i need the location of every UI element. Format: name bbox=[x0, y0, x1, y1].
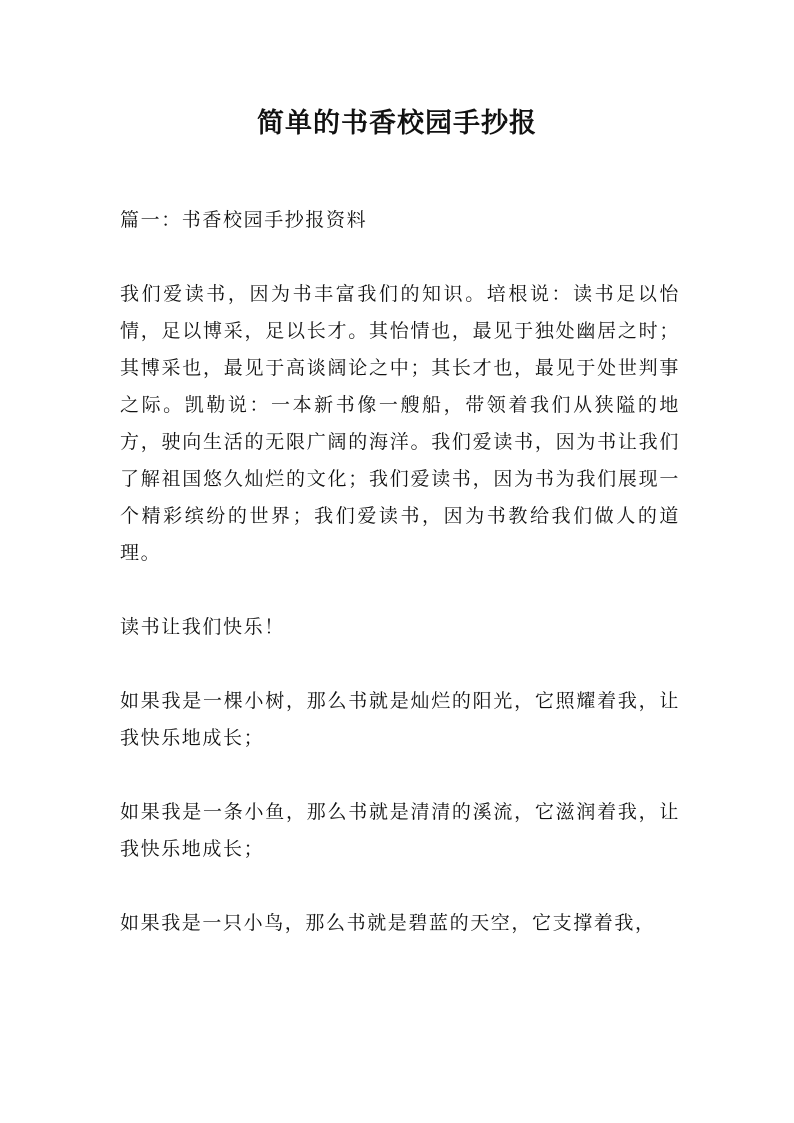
paragraph-reading-benefits: 我们爱读书，因为书丰富我们的知识。培根说：读书足以怡情，足以博采，足以长才。其怡情也，最见于独处幽居之时；其博采也，最见于高谈阔论之中；其长才也，最见于处世判事之际。凯勒说：一本新书像一艘船，带领着我们从狭隘的地方，驶向生活的无限广阔的海洋。我们爱读书，因为书让我们了解祖国悠久灿烂的文化；我们爱读书，因为书为我们展现一个精彩缤纷的世界；我们爱读书，因为书教给我们做人的道理。 bbox=[120, 283, 680, 564]
paragraph-bird: 如果我是一只小鸟，那么书就是碧蓝的天空，它支撑着我， bbox=[120, 912, 656, 934]
document-title: 简单的书香校园手抄报 bbox=[257, 108, 537, 139]
paragraph-reading-joy: 读书让我们快乐！ bbox=[120, 616, 285, 638]
document-body bbox=[120, 202, 680, 979]
paragraph-fish: 如果我是一条小鱼，那么书就是清清的溪流，它滋润着我，让我快乐地成长； bbox=[120, 801, 680, 860]
paragraph-tree: 如果我是一棵小树，那么书就是灿烂的阳光，它照耀着我，让我快乐地成长； bbox=[120, 690, 680, 749]
section-heading: 篇一：书香校园手抄报资料 bbox=[120, 209, 368, 231]
